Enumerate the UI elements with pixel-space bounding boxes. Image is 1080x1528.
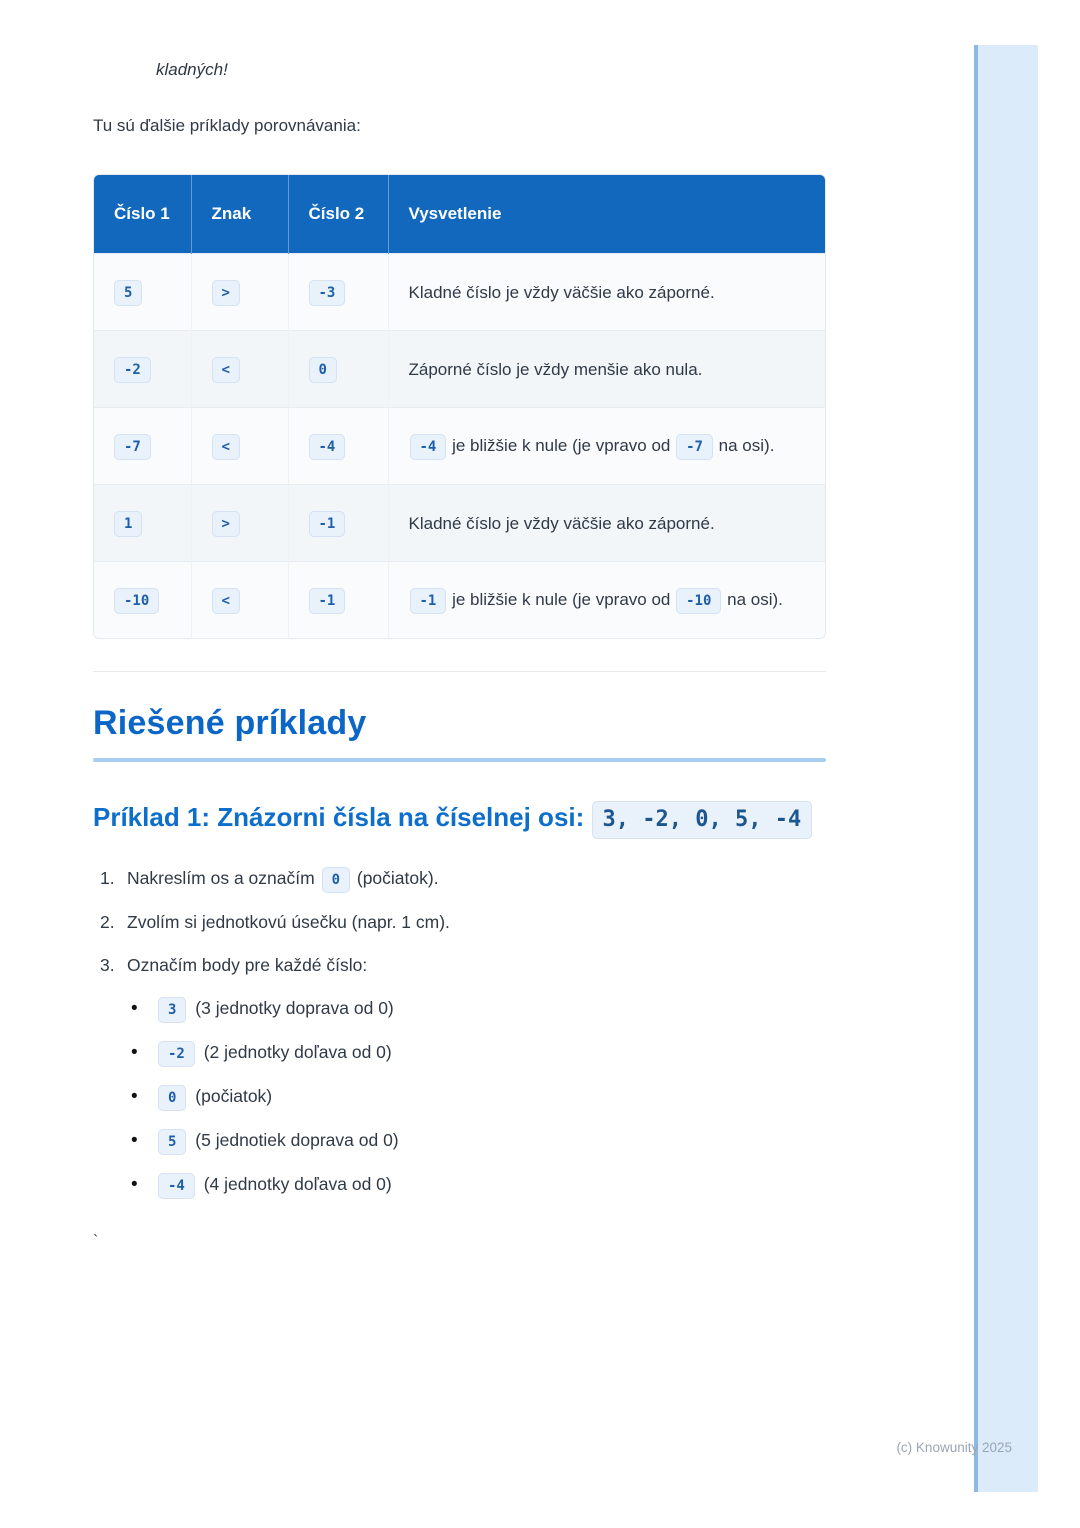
number2-cell — [288, 254, 388, 331]
stray-backtick: ` — [93, 1233, 99, 1250]
inline-code: -2 — [114, 357, 151, 383]
number1-cell — [94, 408, 191, 485]
inline-code: -2 — [158, 1041, 195, 1067]
sign-cell — [191, 331, 288, 408]
bullet-marker: • — [131, 1086, 138, 1107]
bullet-text — [158, 1130, 399, 1150]
column-header: Vysvetlenie — [388, 175, 825, 254]
text-run: (počiatok) — [190, 1086, 273, 1106]
number2-cell — [288, 331, 388, 408]
table-row — [94, 485, 825, 562]
explanation-cell — [388, 331, 825, 408]
bullet-list — [93, 994, 826, 1199]
bullet-item — [131, 994, 826, 1023]
number2-cell — [288, 408, 388, 485]
inline-code: > — [212, 280, 240, 306]
bullet-item — [131, 1126, 826, 1155]
sign-cell — [191, 254, 288, 331]
text-run: (3 jednotky doprava od 0) — [190, 998, 394, 1018]
step-number: 3. — [100, 955, 115, 975]
inline-code: -3 — [309, 280, 346, 306]
inline-code: 5 — [114, 280, 142, 306]
text-run: na osi). — [713, 436, 775, 455]
inline-code: -7 — [676, 434, 713, 460]
comparison-table — [94, 175, 825, 638]
text-run: Kladné číslo je vždy väčšie ako záporné. — [408, 513, 715, 533]
column-header: Znak — [191, 175, 288, 254]
inline-code: > — [212, 511, 240, 537]
table-body — [94, 254, 825, 639]
table-row — [94, 408, 825, 485]
bullet-item — [131, 1082, 826, 1111]
text-run: Nakreslím os a označím — [127, 868, 320, 888]
section-title: Riešené príklady — [93, 704, 367, 742]
bullet-marker: • — [131, 1174, 138, 1195]
inline-code: 1 — [114, 511, 142, 537]
bullet-item — [131, 1038, 826, 1067]
text-run: je bližšie k nule (je vpravo od — [447, 590, 676, 609]
inline-code: < — [212, 357, 240, 383]
inline-code: -10 — [114, 588, 159, 614]
explanation-cell — [388, 408, 825, 485]
example1-heading — [93, 796, 826, 839]
inline-code: -4 — [309, 434, 346, 460]
intro-paragraph: Tu sú ďalšie príklady porovnávania: — [93, 116, 361, 135]
step-number: 1. — [100, 868, 115, 888]
step-item — [93, 909, 826, 936]
document-content — [93, 50, 826, 1251]
intro-italic-note: kladných! — [156, 60, 228, 79]
inline-code: -1 — [309, 588, 346, 614]
bullet-item — [131, 1170, 826, 1199]
text-run: Označím body pre každé číslo: — [127, 955, 368, 975]
section-divider — [93, 671, 826, 672]
table-row — [94, 331, 825, 408]
step-text — [127, 868, 439, 888]
inline-code: 5 — [158, 1129, 186, 1155]
bullet-marker: • — [131, 1130, 138, 1151]
sign-cell — [191, 562, 288, 639]
number1-cell — [94, 485, 191, 562]
inline-code: -7 — [114, 434, 151, 460]
inline-code: 3 — [158, 997, 186, 1023]
bullet-text — [158, 1086, 272, 1106]
inline-code: -1 — [410, 588, 447, 614]
text-run: (počiatok). — [352, 868, 439, 888]
copyright-footer: (c) Knowunity 2025 — [896, 1440, 1012, 1455]
table-row — [94, 562, 825, 639]
bullet-text — [158, 1174, 392, 1194]
bullet-marker: • — [131, 1042, 138, 1063]
step-number: 2. — [100, 912, 115, 932]
inline-code: 0 — [158, 1085, 186, 1111]
column-header: Číslo 2 — [288, 175, 388, 254]
text-run: Zvolím si jednotkovú úsečku (napr. 1 cm). — [127, 912, 450, 932]
inline-code: < — [212, 434, 240, 460]
text-run: (4 jednotky doľava od 0) — [198, 1174, 392, 1194]
text-run: je bližšie k nule (je vpravo od — [447, 436, 676, 455]
inline-code: 0 — [309, 357, 337, 383]
inline-code: -4 — [158, 1173, 195, 1199]
inline-code: 3, -2, 0, 5, -4 — [592, 801, 813, 839]
inline-code: 0 — [322, 867, 350, 893]
bullet-marker: • — [131, 998, 138, 1019]
text-run: Príklad 1: Znázorni čísla na číselnej osi: — [93, 802, 592, 832]
step-item — [93, 952, 826, 1199]
explanation-cell — [388, 485, 825, 562]
example1-steps — [93, 865, 826, 1199]
number2-cell — [288, 562, 388, 639]
table-row — [94, 254, 825, 331]
step-text — [127, 912, 450, 932]
inline-code: -10 — [676, 588, 721, 614]
table-header-row — [94, 175, 825, 254]
inline-code: -4 — [410, 434, 447, 460]
step-text — [127, 955, 367, 975]
explanation-cell — [388, 254, 825, 331]
comparison-table-wrapper — [93, 174, 826, 639]
number1-cell — [94, 562, 191, 639]
explanation-cell — [388, 562, 825, 639]
bullet-text — [158, 998, 394, 1018]
step-item — [93, 865, 826, 893]
text-run: Záporné číslo je vždy menšie ako nula. — [408, 359, 703, 379]
number1-cell — [94, 331, 191, 408]
inline-code: -1 — [309, 511, 346, 537]
sign-cell — [191, 485, 288, 562]
section-title-underline — [93, 758, 826, 762]
text-run: na osi). — [722, 590, 783, 609]
number2-cell — [288, 485, 388, 562]
bullet-text — [158, 1042, 392, 1062]
right-scrollbar-track[interactable] — [974, 45, 1038, 1492]
sign-cell — [191, 408, 288, 485]
text-run: (2 jednotky doľava od 0) — [198, 1042, 392, 1062]
column-header: Číslo 1 — [94, 175, 191, 254]
text-run: Kladné číslo je vždy väčšie ako záporné. — [408, 282, 715, 302]
number1-cell — [94, 254, 191, 331]
text-run: (5 jednotiek doprava od 0) — [190, 1130, 399, 1150]
inline-code: < — [212, 588, 240, 614]
